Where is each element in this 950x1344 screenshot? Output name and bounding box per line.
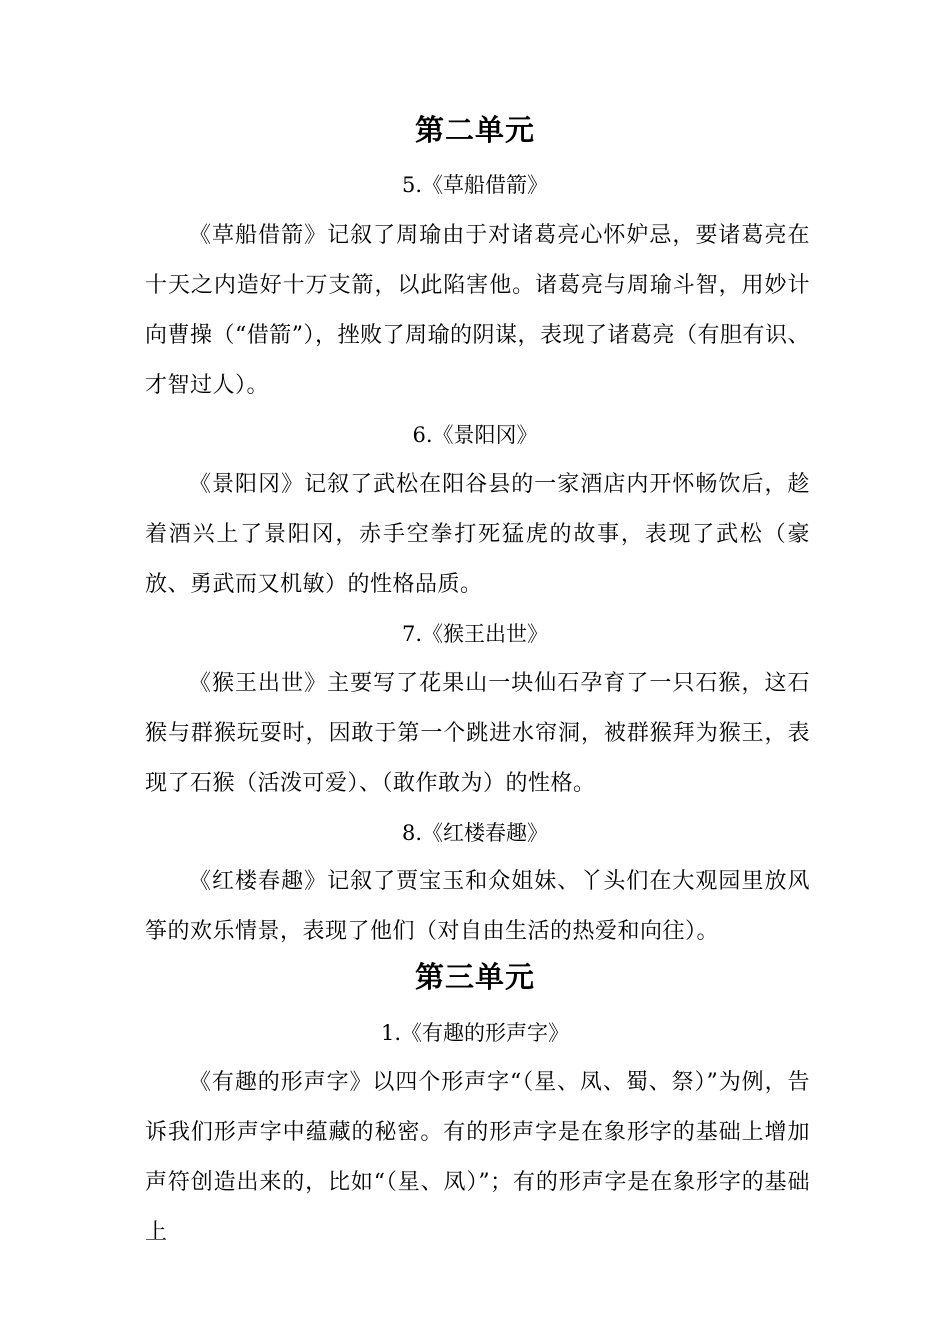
unit-3-lesson-1-summary: 《有趣的形声字》以四个形声字“（星、凤、蜀、祭）”为例，告诉我们形声字中蕴藏的秘密。有的形声字是在象形字的基础上增加声符创造出来的，比如“（星、凤）”；有的形声字是在象形字的基础上	[145, 1070, 810, 1245]
unit-3-lesson-1-title: 1.《有趣的形声字》	[380, 1021, 570, 1045]
lesson-5-title: 5.《草船借箭》	[401, 173, 549, 197]
lesson-7-title: 7.《猴王出世》	[401, 622, 549, 646]
lesson-6-title: 6.《景阳冈》	[412, 423, 538, 447]
lesson-5-summary: 《草船借箭》记叙了周瑜由于对诸葛亮心怀妒忌，要诸葛亮在十天之内造好十万支箭，以此陷害他。诸葛亮与周瑜斗智，用妙计向曹操（“借箭”），挫败了周瑜的阴谋，表现了诸葛亮（有胆有识、才智过人）。	[145, 223, 810, 398]
lesson-6-summary: 《景阳冈》记叙了武松在阳谷县的一家酒店内开怀畅饮后，趁着酒兴上了景阳冈，赤手空拳打死猛虎的故事，表现了武松（豪放、勇武而又机敏）的性格品质。	[145, 472, 810, 597]
lesson-8-title: 8.《红楼春趣》	[401, 821, 549, 845]
unit-3-heading: 第三单元	[414, 960, 535, 994]
lesson-8-summary: 《红楼春趣》记叙了贾宝玉和众姐妹、丫头们在大观园里放风筝的欢乐情景，表现了他们（对自由生活的热爱和向往）。	[145, 869, 810, 944]
unit-2-heading: 第二单元	[414, 113, 535, 147]
lesson-7-summary: 《猴王出世》主要写了花果山一块仙石孕育了一只石猴，这石猴与群猴玩耍时，因敢于第一个跳进水帘洞，被群猴拜为猴王，表现了石猴（活泼可爱）、（敢作敢为）的性格。	[145, 671, 810, 796]
